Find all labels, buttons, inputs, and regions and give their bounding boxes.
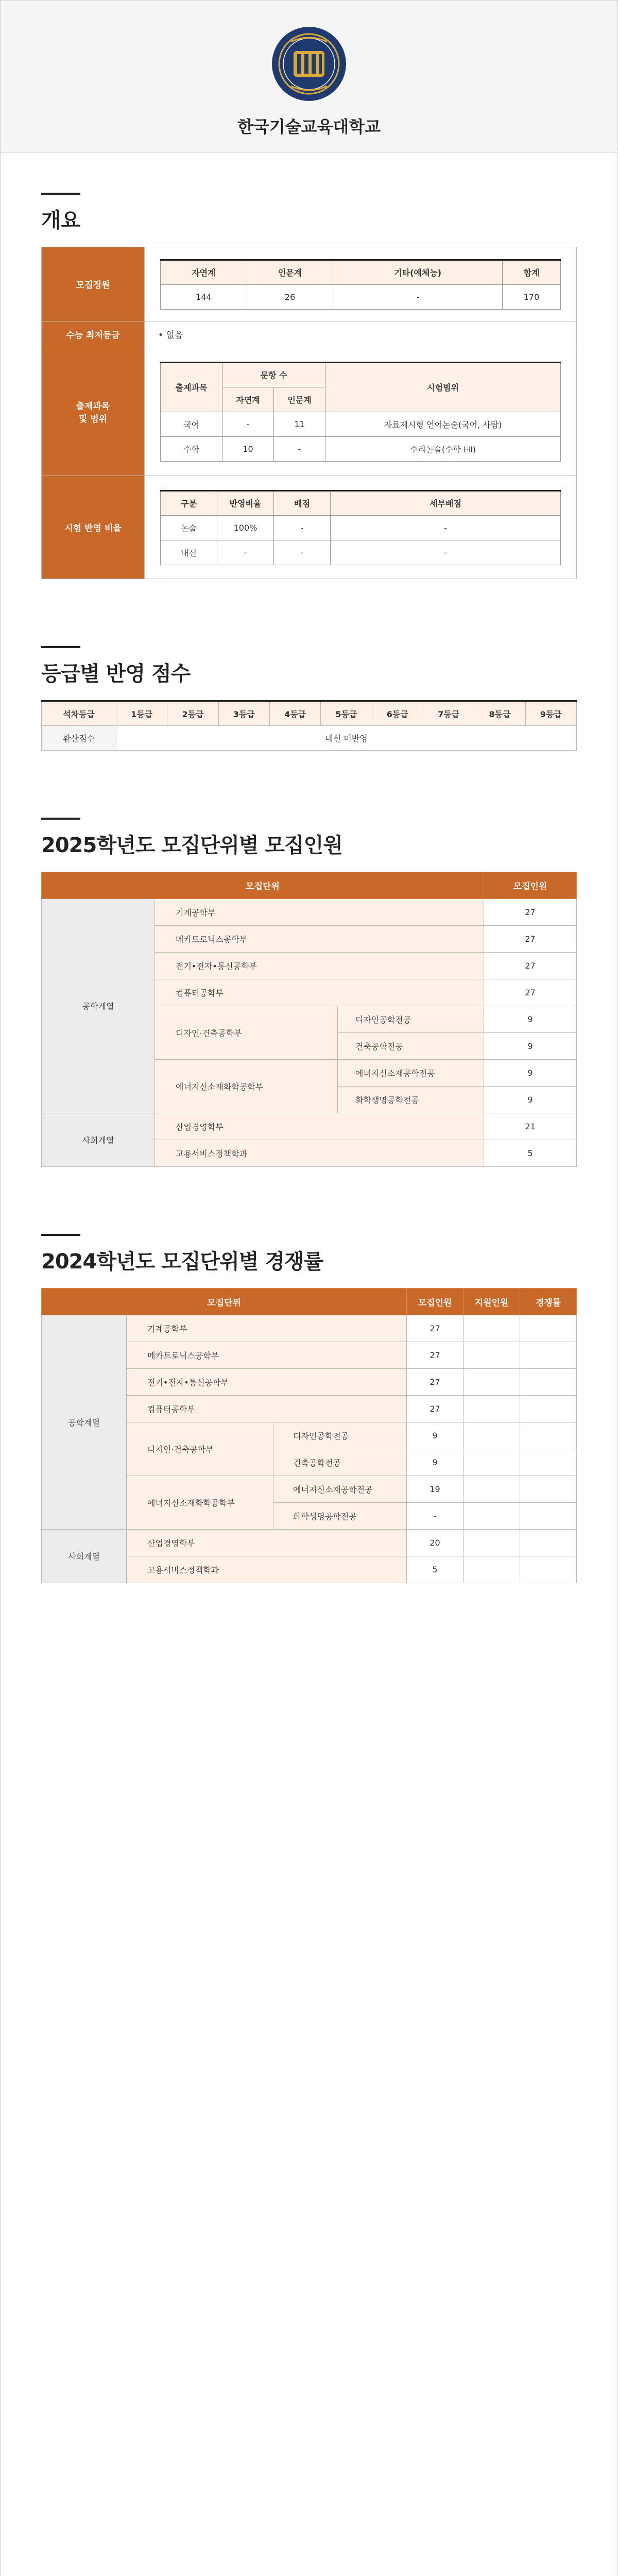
apply-cell: [464, 1315, 520, 1342]
major-count: 9: [484, 1006, 577, 1033]
subjects-col-range: 시험범위: [325, 362, 561, 412]
col-unit: 모집단위: [42, 1289, 407, 1315]
rate-cell: [520, 1449, 577, 1476]
section-bar: [41, 193, 80, 195]
dept-count: 27: [407, 1396, 464, 1422]
compete2024-section: [41, 1234, 577, 1583]
csat-value: • 없음: [145, 321, 577, 347]
overview-section: [41, 193, 577, 579]
dept-count: 27: [484, 899, 577, 926]
rate-cell: [520, 1369, 577, 1396]
ratio-detail: -: [331, 540, 561, 565]
major-count: 9: [407, 1449, 464, 1476]
group-social: 사회계열: [42, 1113, 155, 1167]
col-unit: 모집단위: [42, 872, 484, 899]
dept-count: 5: [484, 1140, 577, 1167]
grade-col: 6등급: [372, 701, 423, 726]
subjects-label-line2: 및 범위: [78, 414, 108, 425]
rate-cell: [520, 1530, 577, 1556]
dept-name: 컴퓨터공학부: [155, 979, 484, 1006]
apply-cell: [464, 1369, 520, 1396]
dept-name: 에너지신소재화학공학부: [155, 1060, 338, 1113]
overview-table: [41, 247, 577, 579]
ratio-col-ratio: 반영비율: [217, 490, 274, 515]
dept-name: 기계공학부: [127, 1315, 407, 1342]
subject-nature: -: [222, 412, 274, 436]
rate-cell: [520, 1476, 577, 1503]
dept-name: 컴퓨터공학부: [127, 1396, 407, 1422]
recruit-col-etc: 기타(예체능): [333, 260, 503, 284]
university-name: 한국기술교육대학교: [237, 117, 381, 137]
dept-count: 27: [407, 1369, 464, 1396]
dept-count: 27: [484, 953, 577, 979]
grade-col: 7등급: [423, 701, 474, 726]
recruit-val-total: 170: [503, 284, 561, 309]
recruit-val-etc: -: [333, 284, 503, 309]
grade-col: 5등급: [321, 701, 372, 726]
dept-count: 5: [407, 1556, 464, 1583]
dept-name: 전기•전자•통신공학부: [127, 1369, 407, 1396]
apply-cell: [464, 1396, 520, 1422]
dept-name: 디자인·건축공학부: [127, 1422, 273, 1476]
apply-cell: [464, 1556, 520, 1583]
apply-cell: [464, 1449, 520, 1476]
major-name: 에너지신소재공학전공: [273, 1476, 407, 1503]
recruit-val-human: 26: [247, 284, 333, 309]
recruit-label: 모집정원: [42, 247, 145, 321]
header: [1, 1, 617, 152]
rate-cell: [520, 1503, 577, 1530]
subject-nature: 10: [222, 436, 274, 461]
ratio-score: -: [274, 515, 331, 540]
group-engineering: 공학계열: [42, 1315, 127, 1530]
grade-section: [41, 646, 577, 751]
group-engineering: 공학계열: [42, 899, 155, 1113]
rate-cell: [520, 1396, 577, 1422]
subject-range: 자료제시형 언어논술(국어, 사탐): [325, 412, 561, 436]
subjects-table: [160, 362, 561, 462]
subjects-col-human: 인문계: [274, 387, 325, 412]
dept-count: 27: [407, 1315, 464, 1342]
csat-label: 수능 최저등급: [42, 321, 145, 347]
rate-cell: [520, 1422, 577, 1449]
subject-range: 수리논술(수학 Ⅰ·Ⅱ): [325, 436, 561, 461]
grade-col: 4등급: [269, 701, 320, 726]
ratio-table: [160, 490, 561, 565]
group-social: 사회계열: [42, 1530, 127, 1583]
apply-cell: [464, 1422, 520, 1449]
ratio-ratio: 100%: [217, 515, 274, 540]
grade-table: [41, 700, 577, 751]
apply-cell: [464, 1342, 520, 1369]
compete2024-table: [41, 1288, 577, 1583]
grade-row-value: 내신 미반영: [116, 726, 576, 751]
apply-cell: [464, 1530, 520, 1556]
dept-name: 전기•전자•통신공학부: [155, 953, 484, 979]
ratio-col-detail: 세부배점: [331, 490, 561, 515]
university-logo: [270, 25, 348, 103]
ratio-col-type: 구분: [161, 490, 217, 515]
major-name: 디자인공학전공: [338, 1006, 484, 1033]
subject-name: 국어: [161, 412, 222, 436]
dept-name: 메카트로닉스공학부: [127, 1342, 407, 1369]
subject-name: 수학: [161, 436, 222, 461]
grade-col: 2등급: [167, 701, 218, 726]
major-count: 9: [484, 1033, 577, 1060]
col-count: 모집인원: [407, 1289, 464, 1315]
subjects-label: [42, 347, 145, 476]
major-count: 9: [484, 1087, 577, 1113]
grade-col: 8등급: [474, 701, 525, 726]
ratio-ratio: -: [217, 540, 274, 565]
subject-human: -: [274, 436, 325, 461]
major-count: 9: [484, 1060, 577, 1087]
ratio-type: 내신: [161, 540, 217, 565]
subjects-col-count: 문항 수: [222, 362, 325, 387]
dept-count: 20: [407, 1530, 464, 1556]
dept-count: 27: [484, 979, 577, 1006]
dept-name: 산업경영학부: [155, 1113, 484, 1140]
recruit-col-total: 합계: [503, 260, 561, 284]
subjects-col-nature: 자연계: [222, 387, 274, 412]
dept-name: 디자인·건축공학부: [155, 1006, 338, 1060]
major-count: 19: [407, 1476, 464, 1503]
rate-cell: [520, 1315, 577, 1342]
ratio-score: -: [274, 540, 331, 565]
ratio-col-score: 배점: [274, 490, 331, 515]
subjects-col-subject: 출제과목: [161, 362, 222, 412]
major-name: 화학생명공학전공: [338, 1087, 484, 1113]
subjects-label-line1: 출제과목: [76, 401, 110, 412]
major-name: 건축공학전공: [338, 1033, 484, 1060]
overview-title: 개요: [41, 209, 80, 232]
ratio-detail: -: [331, 515, 561, 540]
dept-count: 27: [484, 926, 577, 953]
dept-count: 21: [484, 1113, 577, 1140]
dept-name: 기계공학부: [155, 899, 484, 926]
section-bar: [41, 646, 80, 648]
major-name: 에너지신소재공학전공: [338, 1060, 484, 1087]
ratio-type: 논술: [161, 515, 217, 540]
dept-name: 고용서비스정책학과: [155, 1140, 484, 1167]
major-name: 화학생명공학전공: [273, 1503, 407, 1530]
col-count: 모집인원: [484, 872, 577, 899]
grade-row-label: 환산점수: [42, 726, 116, 751]
recruit-val-nature: 144: [161, 284, 247, 309]
recruit-table: [160, 259, 561, 310]
dept-count: 27: [407, 1342, 464, 1369]
recruit-col-nature: 자연계: [161, 260, 247, 284]
rate-cell: [520, 1556, 577, 1583]
major-count: 9: [407, 1422, 464, 1449]
compete2024-title: 2024학년도 모집단위별 경쟁률: [41, 1250, 323, 1274]
apply-cell: [464, 1476, 520, 1503]
col-rate: 경쟁률: [520, 1289, 577, 1315]
major-name: 디자인공학전공: [273, 1422, 407, 1449]
ratio-label: 시험 반영 비율: [42, 476, 145, 579]
recruit2025-section: [41, 818, 577, 1167]
major-count: -: [407, 1503, 464, 1530]
major-name: 건축공학전공: [273, 1449, 407, 1476]
grade-col: 1등급: [116, 701, 167, 726]
subject-human: 11: [274, 412, 325, 436]
recruit-col-human: 인문계: [247, 260, 333, 284]
rate-cell: [520, 1342, 577, 1369]
dept-name: 산업경영학부: [127, 1530, 407, 1556]
grade-col: 석차등급: [42, 701, 116, 726]
dept-name: 메카트로닉스공학부: [155, 926, 484, 953]
section-bar: [41, 1234, 80, 1236]
recruit2025-table: [41, 872, 577, 1167]
grade-col: 9등급: [525, 701, 576, 726]
grade-title: 등급별 반영 점수: [41, 662, 191, 686]
col-apply: 지원인원: [464, 1289, 520, 1315]
recruit2025-title: 2025학년도 모집단위별 모집인원: [41, 834, 342, 857]
dept-name: 고용서비스정책학과: [127, 1556, 407, 1583]
apply-cell: [464, 1503, 520, 1530]
dept-name: 에너지신소재화학공학부: [127, 1476, 273, 1530]
section-bar: [41, 818, 80, 820]
grade-col: 3등급: [218, 701, 269, 726]
